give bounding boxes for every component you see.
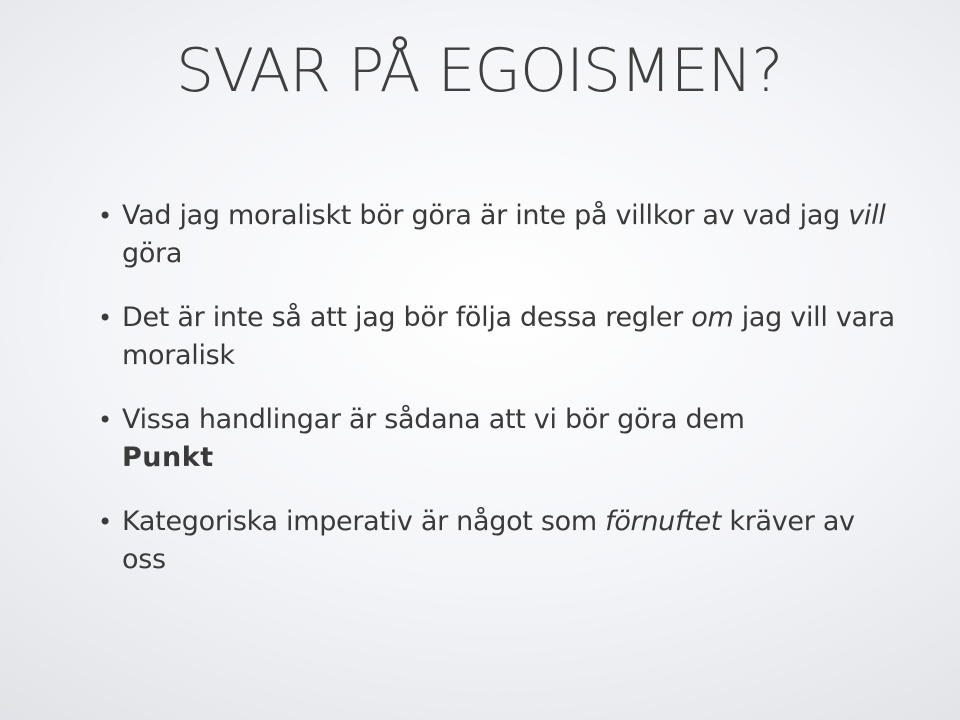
bullet-dot-icon: • bbox=[98, 406, 112, 434]
bullet-text: Det är inte så att jag bör följa dessa regler bbox=[122, 302, 692, 333]
bullet-text: Vissa handlingar är sådana att vi bör göra dem bbox=[122, 404, 745, 435]
bullet-item bbox=[98, 503, 898, 579]
bullet-emphasis: vill bbox=[848, 200, 886, 231]
bullet-item bbox=[98, 401, 898, 477]
bullet-dot-icon: • bbox=[98, 202, 112, 230]
bullet-text: Vad jag moraliskt bör göra är inte på villkor av vad jag bbox=[122, 200, 849, 231]
bullet-dot-icon: • bbox=[98, 508, 112, 536]
slide-title: SVAR PÅ EGOISMEN? bbox=[176, 36, 783, 106]
bullet-text: Kategoriska imperativ är något som bbox=[122, 506, 606, 537]
bullet-text-end: göra bbox=[122, 238, 183, 269]
bullet-dot-icon: • bbox=[98, 304, 112, 332]
bullet-strong: Punkt bbox=[122, 442, 214, 473]
bullet-text-end: kräver av oss bbox=[122, 506, 855, 575]
bullet-list bbox=[98, 197, 898, 579]
bullet-item bbox=[98, 197, 898, 273]
bullet-emphasis: om bbox=[691, 302, 734, 333]
bullet-item bbox=[98, 299, 898, 375]
bullet-emphasis: förnuftet bbox=[605, 506, 722, 537]
bullet-text-end: jag vill vara moralisk bbox=[122, 302, 895, 371]
